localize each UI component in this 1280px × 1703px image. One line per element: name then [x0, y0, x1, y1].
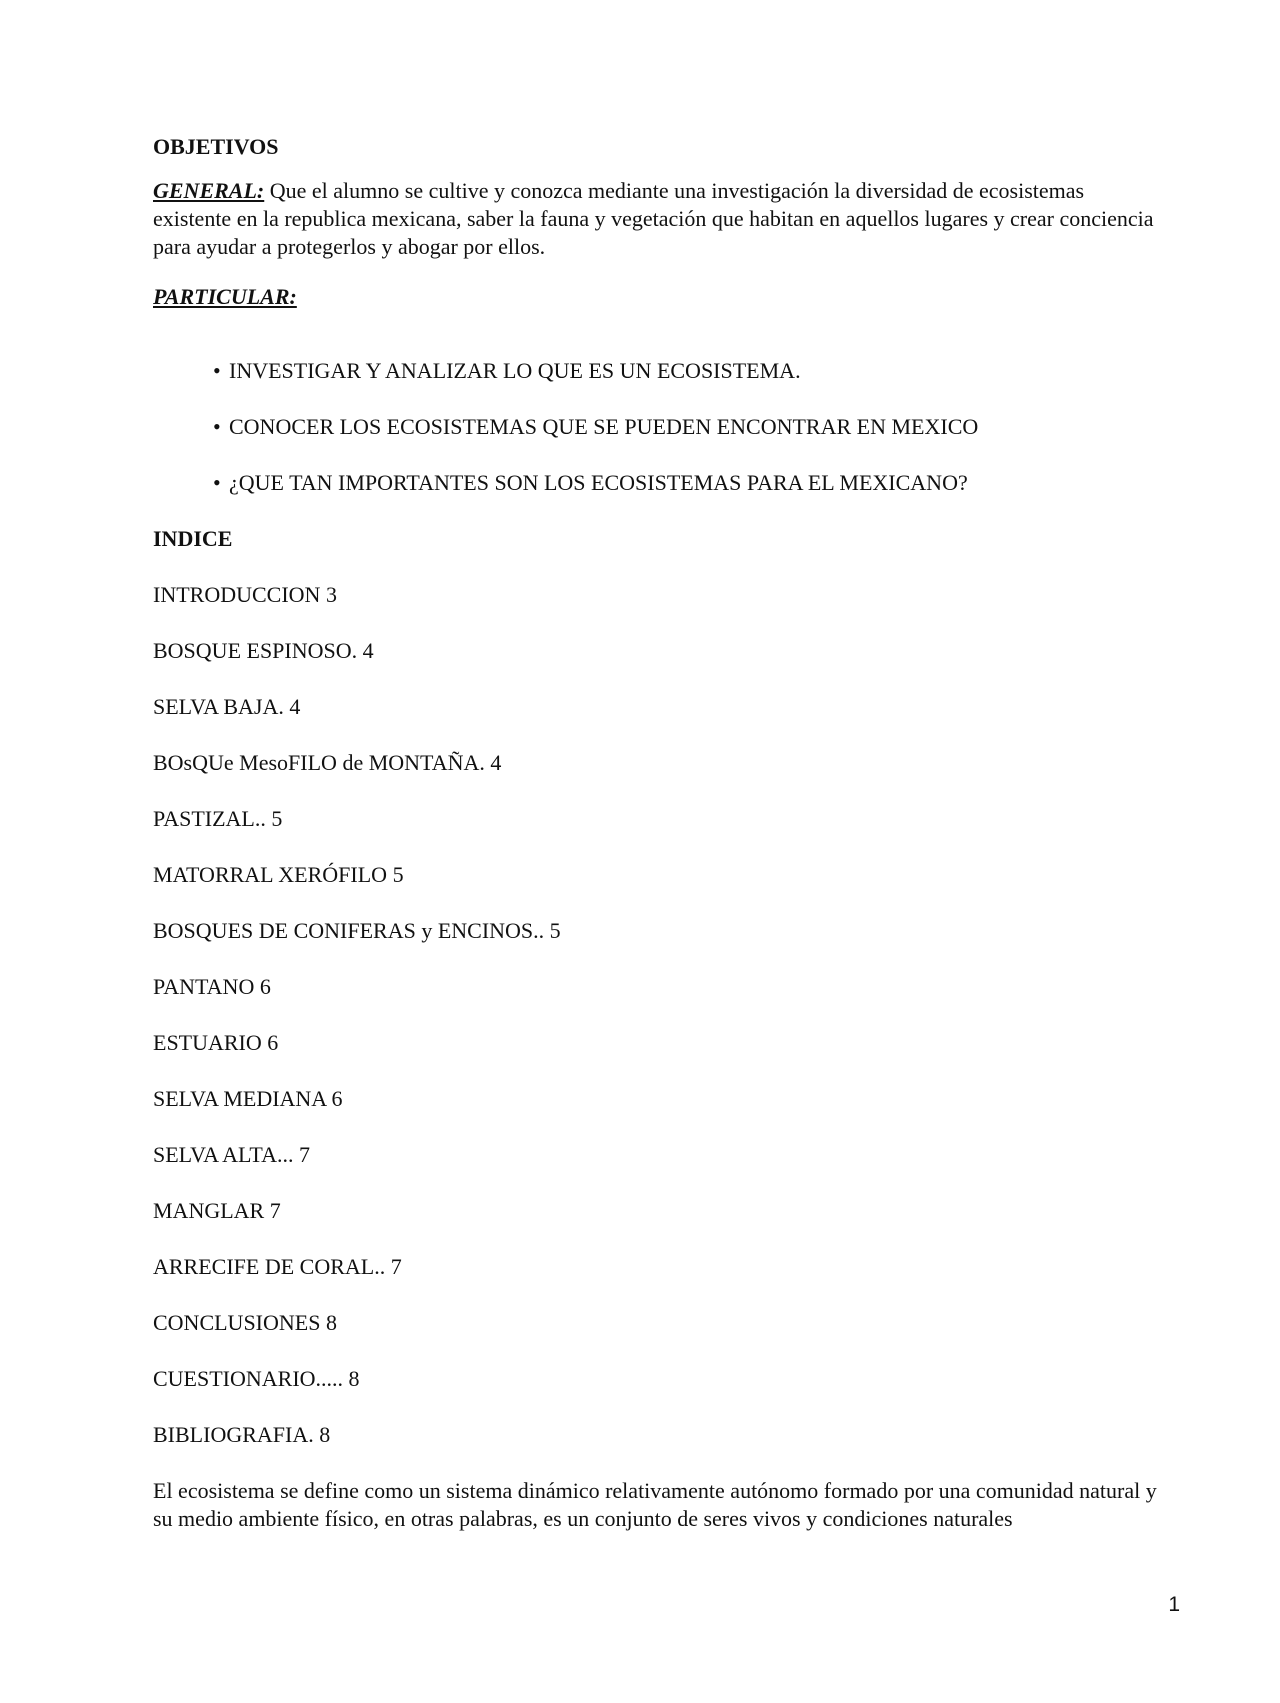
general-text: Que el alumno se cultive y conozca mediante una investigación la diversidad de ecosistemas existente en la republica mexicana, saber la fauna y vegetación que habitan en aquellos lugares y crear conciencia para ayudar a protegerlos y abogar por ellos. [153, 178, 1154, 259]
objetivos-heading: OBJETIVOS [153, 134, 279, 159]
bullet-dot: • [213, 414, 221, 439]
bullet-item [213, 357, 801, 385]
general-label: GENERAL: [153, 178, 265, 203]
bullet-text: INVESTIGAR Y ANALIZAR LO QUE ES UN ECOSISTEMA. [229, 358, 801, 383]
bullet-item [213, 469, 968, 497]
bullet-text: CONOCER LOS ECOSISTEMAS QUE SE PUEDEN ENCONTRAR EN MEXICO [229, 414, 979, 439]
toc-item: PASTIZAL.. 5 [153, 806, 283, 831]
page-number: 1 [1168, 1593, 1180, 1616]
toc-item: BOSQUES DE CONIFERAS y ENCINOS.. 5 [153, 918, 561, 943]
toc-item: SELVA MEDIANA 6 [153, 1086, 343, 1111]
toc-item: SELVA BAJA. 4 [153, 694, 301, 719]
toc-item: BOsQUe MesoFILO de MONTAÑA. 4 [153, 750, 502, 775]
toc-item: ESTUARIO 6 [153, 1030, 279, 1055]
bullet-dot: • [213, 358, 221, 383]
particular-label [153, 283, 297, 311]
bullet-text: ¿QUE TAN IMPORTANTES SON LOS ECOSISTEMAS PARA EL MEXICANO? [229, 470, 968, 495]
toc-item: MATORRAL XERÓFILO 5 [153, 862, 404, 887]
toc-item: INTRODUCCION 3 [153, 582, 337, 607]
toc-item: BOSQUE ESPINOSO. 4 [153, 638, 374, 663]
indice-heading: INDICE [153, 526, 233, 551]
toc-item: SELVA ALTA... 7 [153, 1142, 310, 1167]
general-paragraph [153, 177, 1163, 261]
bullet-dot: • [213, 470, 221, 495]
bullet-item [213, 413, 978, 441]
toc-item: CONCLUSIONES 8 [153, 1310, 337, 1335]
toc-item: CUESTIONARIO..... 8 [153, 1366, 360, 1391]
particular-label-text: PARTICULAR: [153, 284, 297, 309]
intro-paragraph: El ecosistema se define como un sistema dinámico relativamente autónomo formado por una comunidad natural y su medio ambiente físico, en otras palabras, es un conjunto de seres vivos y condiciones naturales [153, 1478, 1157, 1531]
toc-item: MANGLAR 7 [153, 1198, 281, 1223]
toc-item: BIBLIOGRAFIA. 8 [153, 1422, 331, 1447]
toc-item: PANTANO 6 [153, 974, 271, 999]
toc-item: ARRECIFE DE CORAL.. 7 [153, 1254, 402, 1279]
